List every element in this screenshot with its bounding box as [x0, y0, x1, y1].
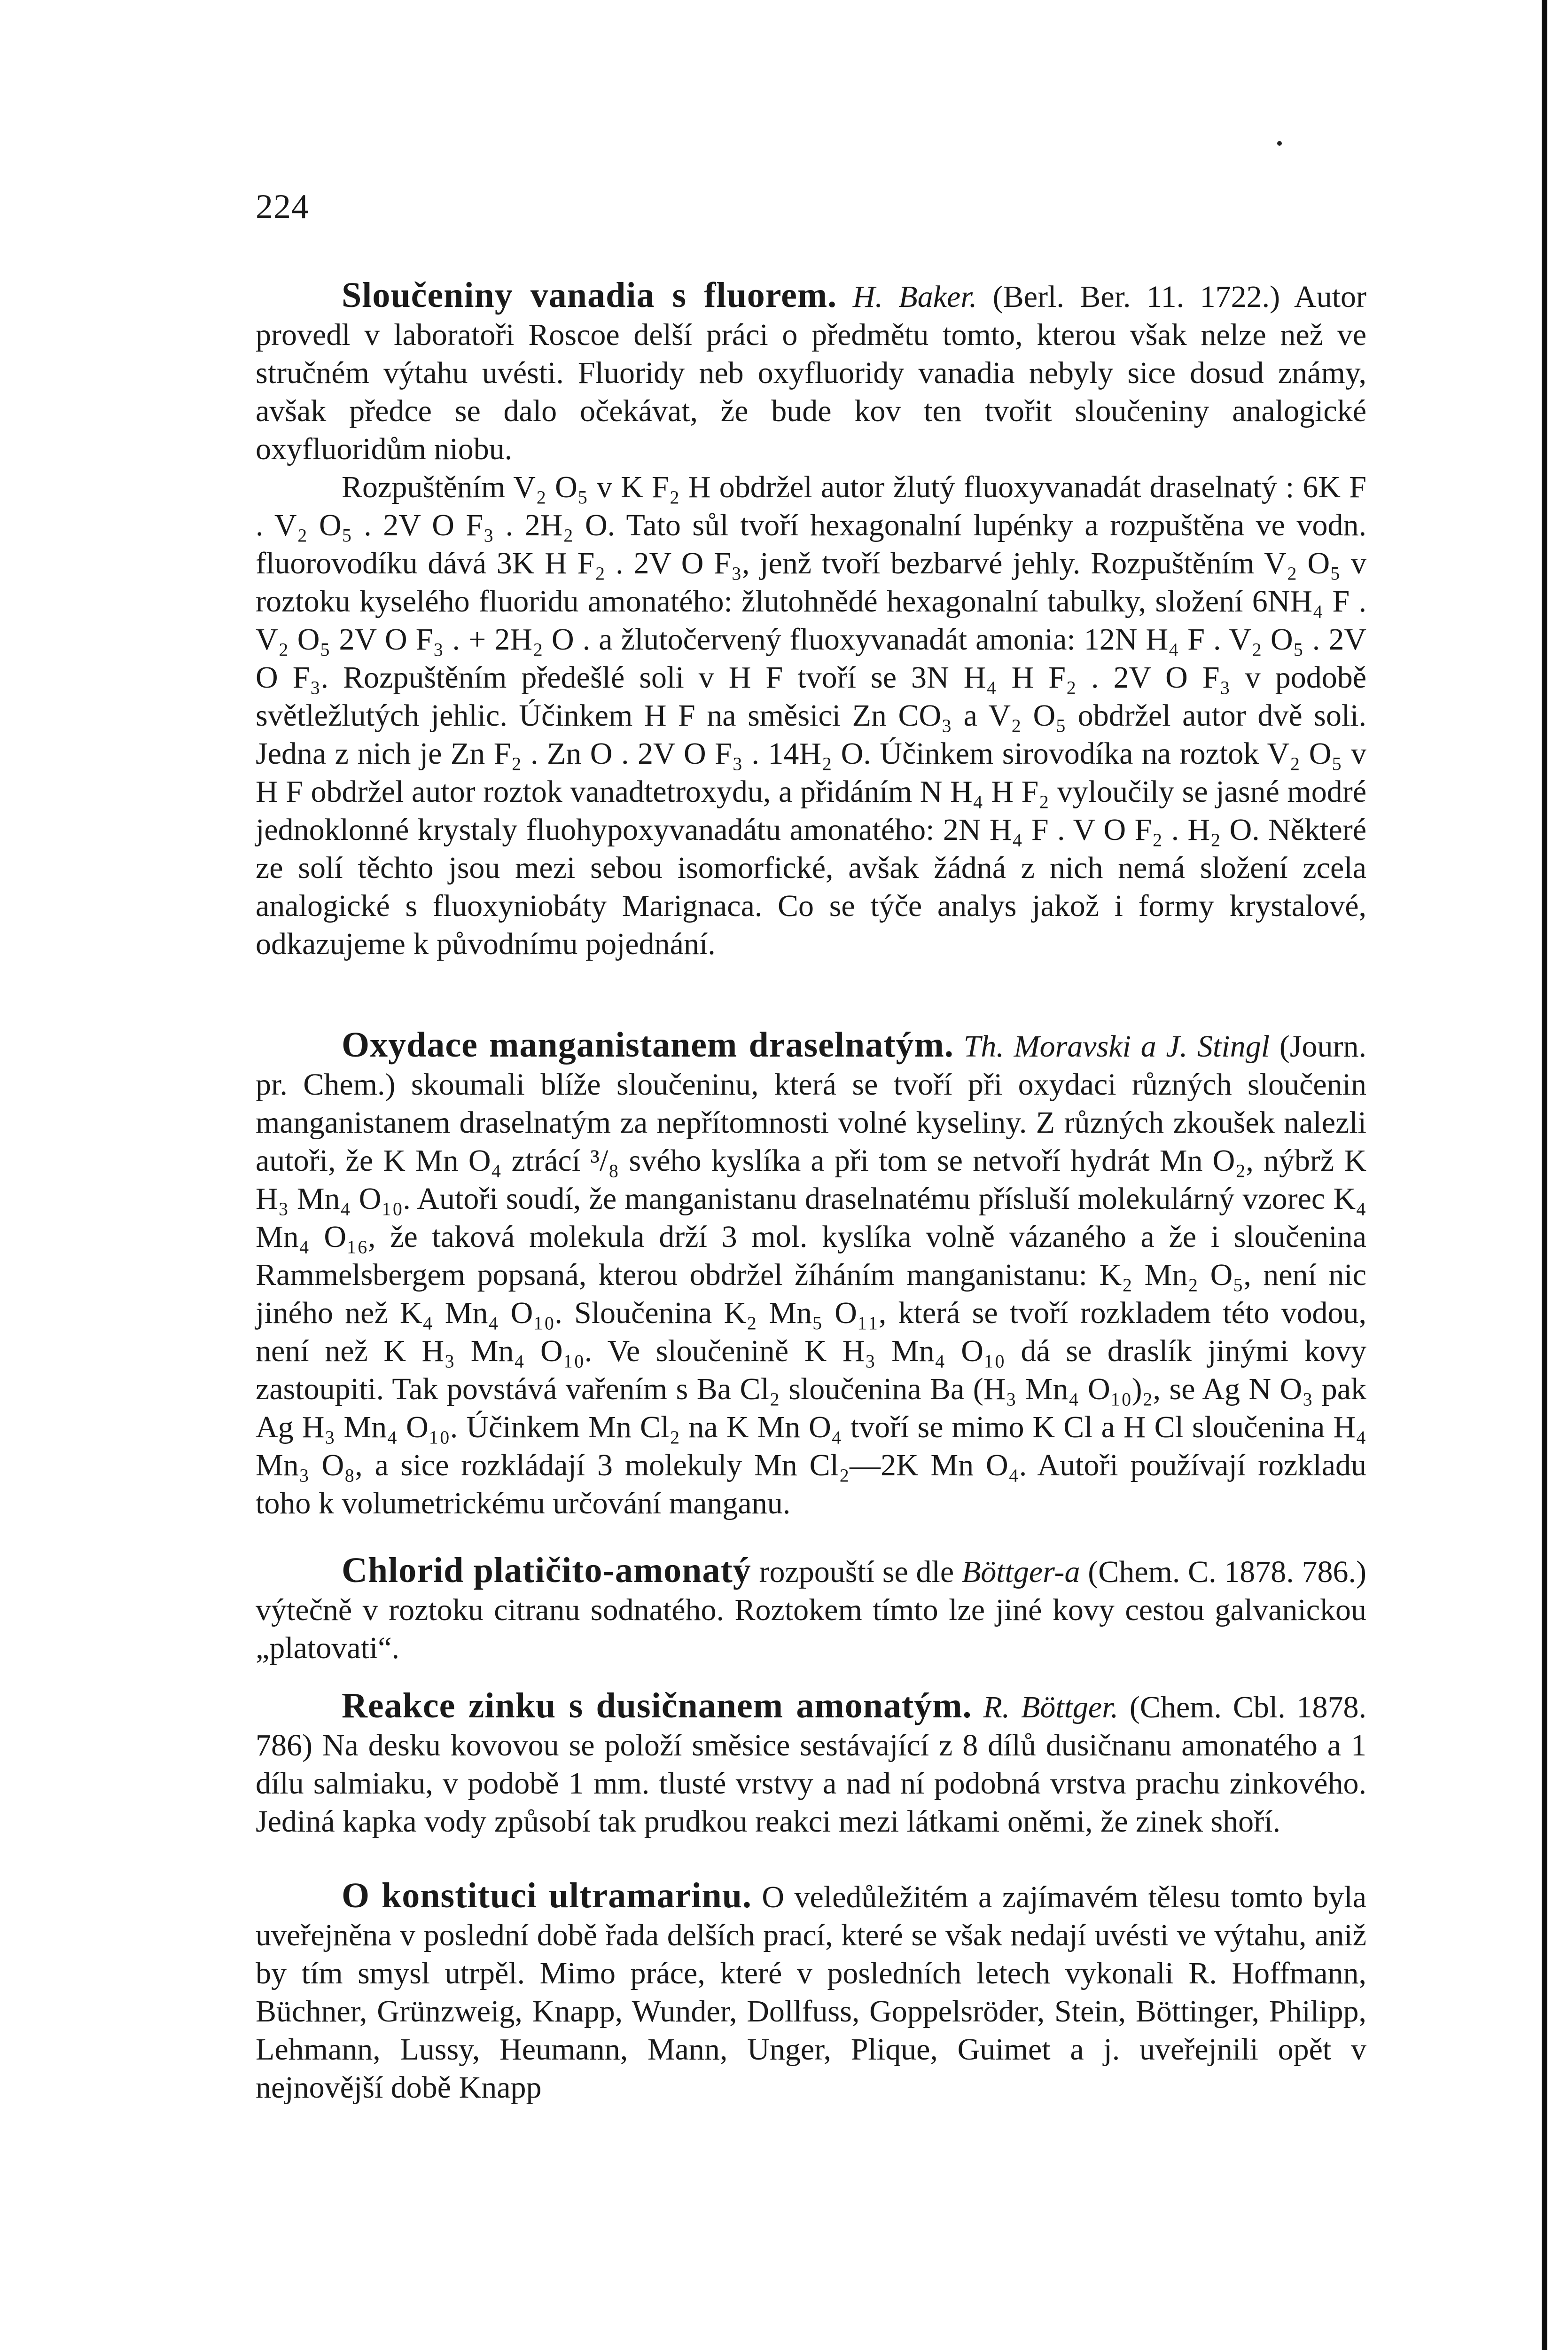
paragraph [256, 1877, 1366, 2107]
section-author: H. Baker. [852, 280, 977, 314]
paragraph [256, 1687, 1366, 1841]
paragraph-text: (Chem. C. 1878. 786.) výtečně v roztoku citranu sodnatého. Roztokem tímto lze jiné kovy cestou galvanickou „platovati“. [256, 1555, 1366, 1665]
section-ultramarine [256, 1877, 1366, 2107]
section-heading: Oxydace manganistanem draselnatým. [342, 1025, 954, 1065]
paragraph: Rozpuštěním V₂ O₅ v K F₂ H obdržel autor žlutý fluoxyvanadát draselnatý : 6K F . V₂ O₅ . 2V O F₃ . 2H₂ O. Tato sůl tvoří hexagonalní lupénky a rozpuštěna ve vodn. fluorovodíku dává 3K H F₂ . 2V O F₃, jenž tvoří bezbarvé jehly. Rozpuštěním V₂ O₅ v roztoku kyselého fluoridu amonatého: žlutohnědé hexagonalní tabulky, složení 6NH₄ F . V₂ O₅ 2V O F₃ . + 2H₂ O . a žlutočervený fluoxyvanadát amonia: 12N H₄ F . V₂ O₅ . 2V O F₃. Rozpuštěním předešlé soli v H F tvoří se 3N H₄ H F₂ . 2V O F₃ v podobě světležlutých jehlic. Účinkem H F na směsici Zn CO₃ a V₂ O₅ obdržel autor dvě soli. Jedna z nich je Zn F₂ . Zn O . 2V O F₃ . 14H₂ O. Účinkem sirovodíka na roztok V₂ O₅ v H F obdržel autor roztok vanadtetroxydu, a přidáním N H₄ H F₂ vyloučily se jasné modré jednoklonné krystaly fluohypoxyvanadátu amonatého: 2N H₄ F . V O F₂ . H₂ O. Některé ze solí těchto jsou mezi sebou isomorfické, avšak žádná z nich nemá složení zcela analogické s fluoxyniobáty Marignaca. Co se týče analys jakož i formy krystalové, odkazujeme k původnímu pojednání. [256, 470, 1366, 961]
page-number: 224 [256, 188, 309, 226]
paragraph [256, 1551, 1366, 1667]
section-pre-author: rozpouští se dle [759, 1555, 954, 1589]
section-zinc [256, 1687, 1366, 1841]
paragraph-text: (Journ. pr. Chem.) skoumali blíže sloučeninu, která se tvoří při oxydaci různých sloučenin manganistanem draselnatým za nepřítomnosti volné kyseliny. Z různých zkoušek nalezli autoři, že K Mn O₄ ztrácí ³/₈ svého kyslíka a při tom se netvoří hydrát Mn O₂, nýbrž K H₃ Mn₄ O₁₀. Autoři soudí, že manganistanu draselnatému přísluší molekulárný vzorec K₄ Mn₄ O₁₆, že taková molekula drží 3 mol. kyslíka volně vázaného a že i sloučenina Rammelsbergem popsaná, kterou obdržel žíháním manganistanu: K₂ Mn₂ O₅, není nic jiného než K₄ Mn₄ O₁₀. Sloučenina K₂ Mn₅ O₁₁, která se tvoří rozkladem této vodou, není než K H₃ Mn₄ O₁₀. Ve sloučenině K H₃ Mn₄ O₁₀ dá se draslík jinými kovy zastoupiti. Tak povstává vařením s Ba Cl₂ sloučenina Ba (H₃ Mn₄ O₁₀)₂, se Ag N O₃ pak Ag H₃ Mn₄ O₁₀. Účinkem Mn Cl₂ na K Mn O₄ tvoří se mimo K Cl a H Cl sloučenina H₄ Mn₃ O₈, a sice rozkládají 3 molekuly Mn Cl₂—2K Mn O₄. Autoři používají rozkladu toho k volumetrickému určování manganu. [256, 1029, 1366, 1520]
section-author: Böttger-a [961, 1555, 1080, 1589]
paragraph-text: O veledůležitém a zajímavém tělesu tomto byla uveřejněna v poslední době řada delších prací, které se však nedají uvésti ve výtahu, aniž by tím smysl utrpěl. Mimo práce, které v posledních letech vykonali R. Hoffmann, Büchner, Grünzweig, Knapp, Wunder, Dollfuss, Goppelsröder, Stein, Böttinger, Philipp, Lehmann, Lussy, Heumann, Mann, Unger, Plique, Guimet a j. uveřejnili opět v nejnovější době Knapp [256, 1880, 1366, 2105]
paragraph [256, 1026, 1366, 1522]
section-heading: Sloučeniny vanadia s fluorem. [342, 275, 837, 315]
scan-speck [1277, 141, 1282, 146]
section-manganate [256, 1026, 1366, 1522]
section-heading: Reakce zinku s dusičnanem amonatým. [342, 1686, 972, 1725]
section-vanadium [256, 276, 1366, 963]
paragraph-text: (Berl. Ber. 11. 1722.) Autor provedl v laboratoři Roscoe delší práci o předmětu tomto, kterou však nelze než ve stručném výtahu uvésti. Fluoridy neb oxyfluoridy vanadia nebyly sice dosud známy, avšak předce se dalo očekávat, že bude kov ten tvořit sloučeniny analogické oxyfluoridům niobu. [256, 280, 1367, 466]
section-platinum [256, 1551, 1366, 1667]
page-edge-rule [1542, 0, 1547, 2350]
paragraph [256, 276, 1366, 468]
section-heading: Chlorid platičito-amonatý [342, 1551, 751, 1590]
section-author: R. Böttger. [983, 1690, 1119, 1724]
section-author: Th. Moravski a J. Stingl [963, 1029, 1270, 1064]
section-heading: O konstituci ultramarinu. [342, 1876, 752, 1915]
paragraph-text: (Chem. Cbl. 1878. 786) Na desku kovovou se položí směsice sestávající z 8 dílů dusičnanu amonatého a 1 dílu salmiaku, v podobě 1 mm. tlusté vrstvy a nad ní podobná vrstva prachu zinkového. Jediná kapka vody způsobí tak prudkou reakci mezi látkami oněmi, že zinek shoří. [256, 1690, 1367, 1839]
